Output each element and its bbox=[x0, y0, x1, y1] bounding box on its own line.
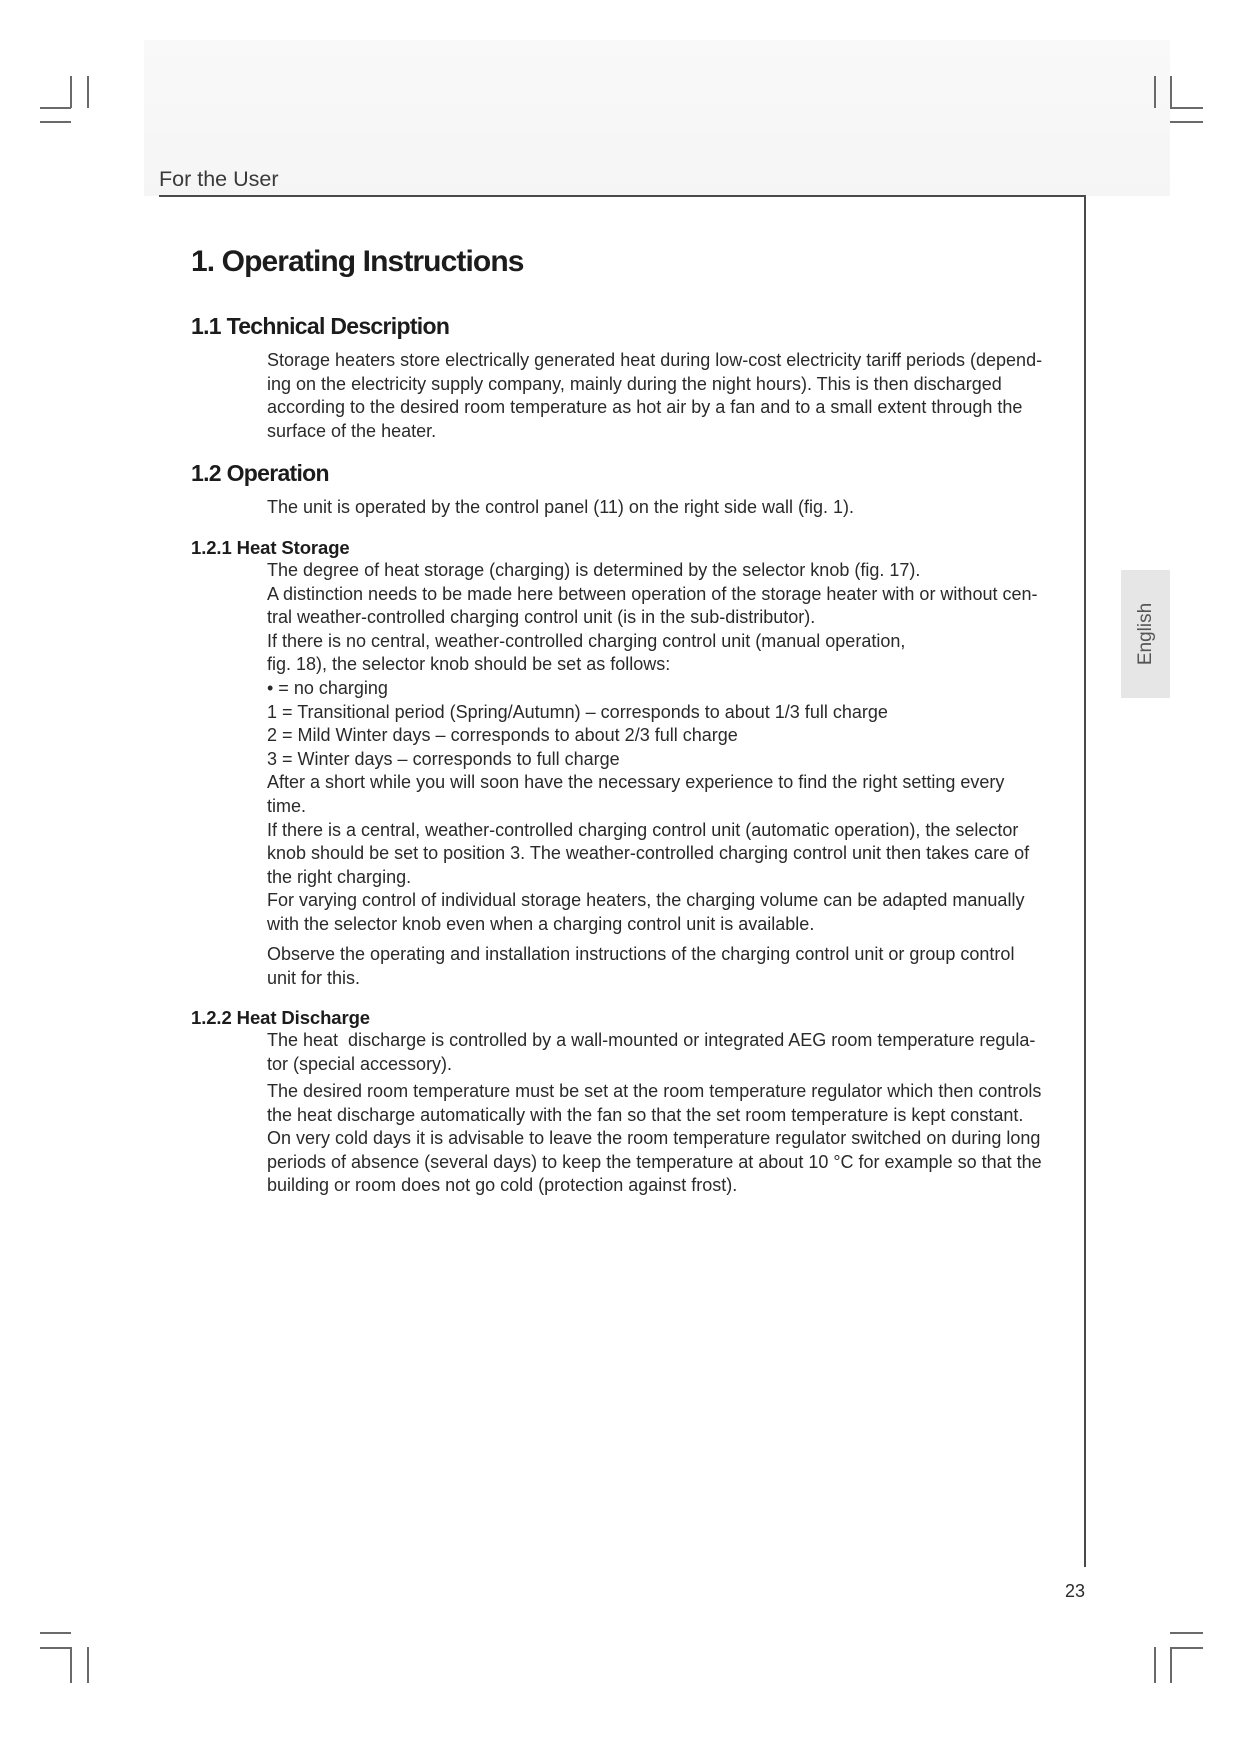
crop-mark bbox=[40, 107, 71, 109]
crop-mark bbox=[40, 1632, 71, 1634]
heat-storage-paragraph bbox=[267, 559, 1037, 937]
section-heading-operation: 1.2 Operation bbox=[191, 460, 329, 486]
subsection-heading-heat-discharge: 1.2.2 Heat Discharge bbox=[191, 1007, 370, 1028]
text-line: The desired room temperature must be set at the room temperature regulator which then controls bbox=[267, 1081, 1042, 1101]
text-line: time. bbox=[267, 795, 307, 816]
crop-mark bbox=[40, 1647, 71, 1649]
setting-item: 3 = Winter days – corresponds to full charge bbox=[267, 748, 620, 769]
technical-description-paragraph bbox=[267, 349, 1042, 443]
text-line: The degree of heat storage (charging) is determined by the selector knob (fig. 17). bbox=[267, 560, 921, 580]
crop-mark bbox=[1170, 1647, 1172, 1683]
text-line: surface of the heater. bbox=[267, 420, 437, 441]
text-line: If there is no central, weather-controlled charging control unit (manual operation, bbox=[267, 630, 906, 651]
setting-item: 2 = Mild Winter days – corresponds to about 2/3 full charge bbox=[267, 725, 738, 746]
text-line: the heat discharge automatically with the fan so that the set room temperature is kept constant. bbox=[267, 1104, 1024, 1125]
page-number: 23 bbox=[1064, 1581, 1085, 1601]
operation-paragraph bbox=[267, 496, 854, 520]
language-tab bbox=[1121, 570, 1170, 698]
text-line: periods of absence (several days) to keep the temperature at about 10 °C for example so that the bbox=[267, 1151, 1042, 1172]
text-line: unit for this. bbox=[267, 967, 361, 988]
text-line: The heat discharge is controlled by a wall-mounted or integrated AEG room temperature regula- bbox=[267, 1030, 1036, 1050]
text-line: with the selector knob even when a charging control unit is available. bbox=[267, 913, 815, 934]
text-line: For varying control of individual storage heaters, the charging volume can be adapted manually bbox=[267, 890, 1025, 911]
margin-rule bbox=[1084, 195, 1086, 1567]
header-rule bbox=[159, 195, 1086, 197]
subsection-heading-heat-storage: 1.2.1 Heat Storage bbox=[191, 537, 350, 558]
text-line: tral weather-controlled charging control unit (is in the sub-distributor). bbox=[267, 607, 816, 628]
setting-item: • = no charging bbox=[267, 677, 388, 698]
crop-mark bbox=[1170, 1632, 1203, 1634]
running-header: For the User bbox=[159, 167, 279, 191]
page-title: 1. Operating Instructions bbox=[191, 245, 524, 278]
text-line: The unit is operated by the control panel (11) on the right side wall (fig. 1). bbox=[267, 497, 854, 517]
text-line: If there is a central, weather-controlled charging control unit (automatic operation), the selector bbox=[267, 819, 1019, 840]
language-tab-label: English bbox=[1134, 602, 1156, 666]
text-line: the right charging. bbox=[267, 866, 412, 887]
text-line: fig. 18), the selector knob should be set as follows: bbox=[267, 654, 671, 675]
text-line: Observe the operating and installation instructions of the charging control unit or group control bbox=[267, 944, 1015, 964]
crop-mark bbox=[1170, 1647, 1203, 1649]
text-line: A distinction needs to be made here between operation of the storage heater with or without cen- bbox=[267, 583, 1038, 604]
heat-discharge-paragraph bbox=[267, 1029, 1035, 1076]
crop-mark bbox=[70, 1647, 72, 1683]
crop-mark bbox=[87, 1647, 89, 1683]
text-line: according to the desired room temperature as hot air by a fan and to a small extent through the bbox=[267, 397, 1023, 418]
scan-shading bbox=[144, 40, 1170, 196]
crop-mark bbox=[1170, 107, 1203, 109]
setting-item: 1 = Transitional period (Spring/Autumn) – corresponds to about 1/3 full charge bbox=[267, 701, 888, 722]
crop-mark bbox=[40, 121, 71, 123]
text-line: On very cold days it is advisable to leave the room temperature regulator switched on during long bbox=[267, 1128, 1041, 1149]
text-line: ing on the electricity supply company, mainly during the night hours). This is then discharged bbox=[267, 373, 1002, 394]
crop-mark bbox=[1154, 76, 1156, 108]
text-line: knob should be set to position 3. The weather-controlled charging control unit then takes care of bbox=[267, 843, 1030, 864]
crop-mark bbox=[70, 76, 72, 108]
heat-storage-note bbox=[267, 943, 1014, 990]
crop-mark bbox=[1170, 121, 1203, 123]
text-line: building or room does not go cold (protection against frost). bbox=[267, 1175, 738, 1196]
text-line: Storage heaters store electrically generated heat during low-cost electricity tariff periods (depend- bbox=[267, 350, 1043, 370]
section-heading-technical-description: 1.1 Technical Description bbox=[191, 313, 450, 339]
text-line: tor (special accessory). bbox=[267, 1053, 453, 1074]
crop-mark bbox=[1154, 1647, 1156, 1683]
heat-discharge-details bbox=[267, 1080, 1042, 1198]
crop-mark bbox=[87, 76, 89, 108]
text-line: After a short while you will soon have the necessary experience to find the right setting every bbox=[267, 772, 1005, 793]
crop-mark bbox=[1170, 76, 1172, 108]
